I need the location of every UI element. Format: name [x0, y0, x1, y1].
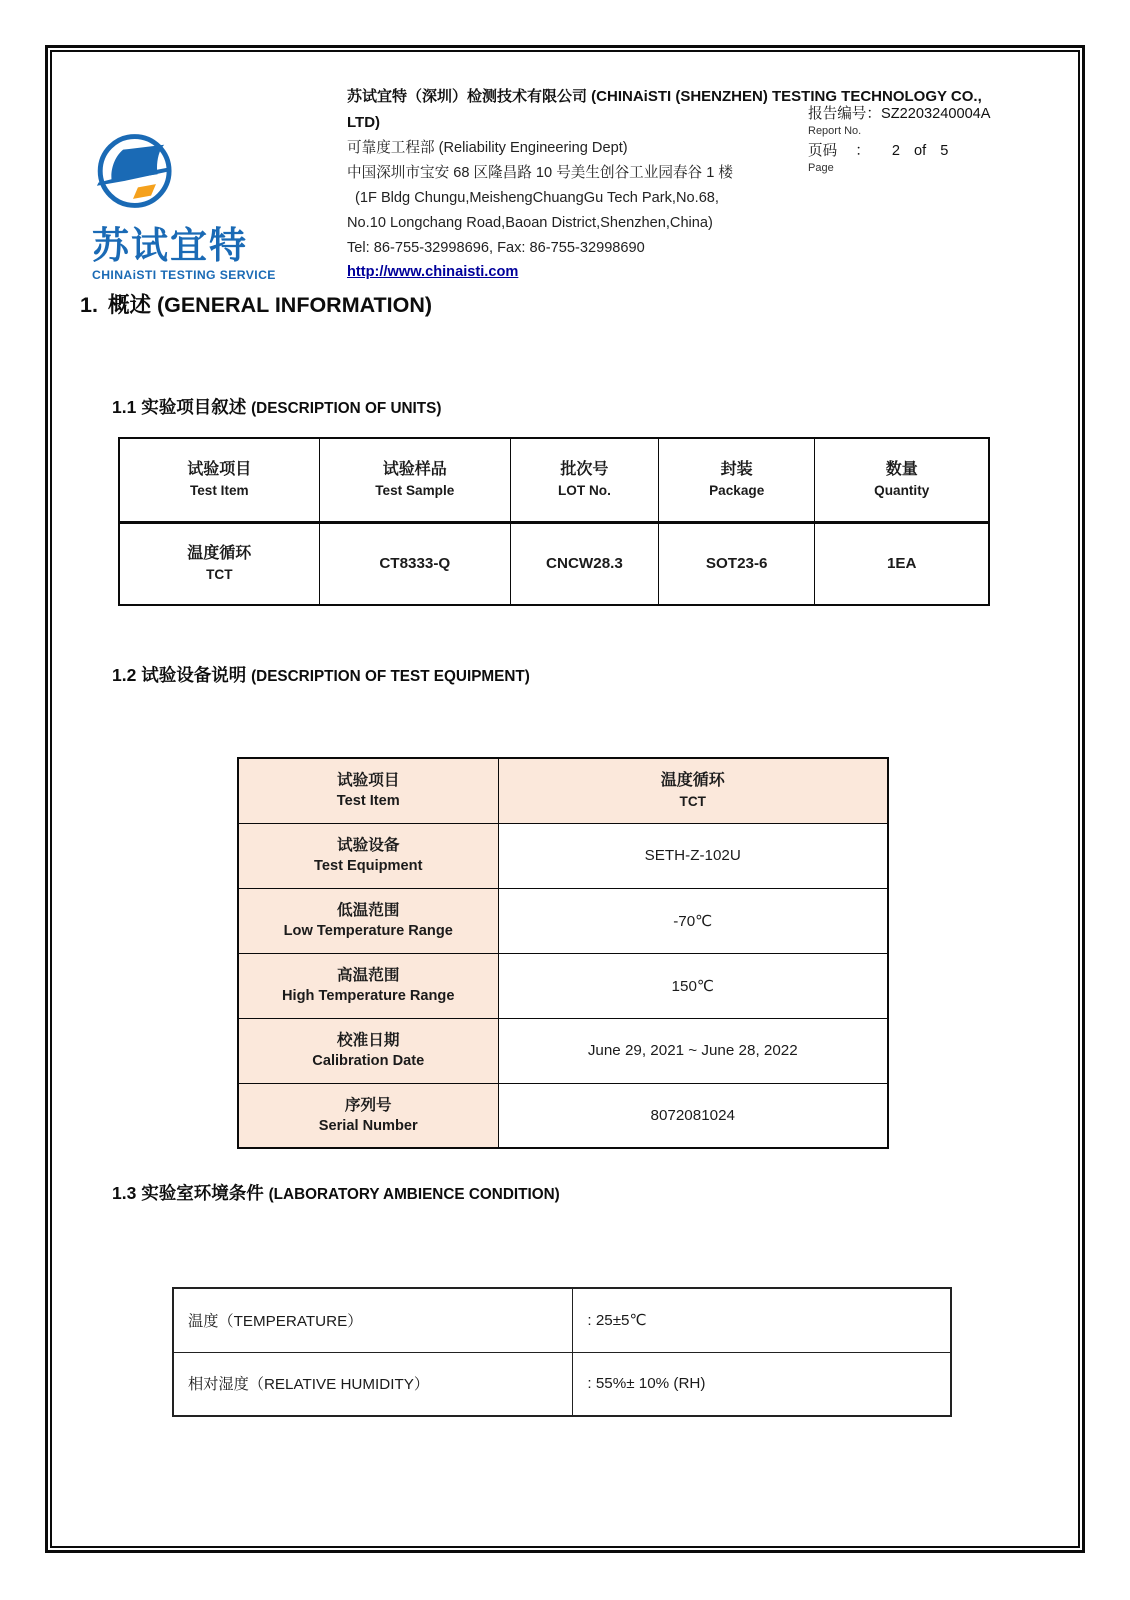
equip-label-en: Test Item — [336, 793, 400, 810]
chinaisti-logo-icon — [92, 130, 174, 212]
equipment-row-low-temp — [238, 888, 888, 953]
equip-value-en: TCT — [679, 794, 706, 810]
ambience-table — [172, 1287, 952, 1417]
equip-label-equipment — [238, 823, 498, 888]
page-sublabel: Page — [808, 162, 834, 174]
equip-value-high-temp: 150℃ — [498, 953, 888, 1018]
company-title-line2: LTD) — [347, 114, 381, 131]
units-col-lot-no — [510, 438, 658, 522]
equipment-row-calibration — [238, 1018, 888, 1083]
cell-quantity: 1EA — [815, 522, 989, 605]
ambience-value-humidity: : 55%± 10% (RH) — [573, 1352, 951, 1416]
company-logo — [92, 130, 337, 282]
cell-test-sample: CT8333-Q — [319, 522, 510, 605]
equip-label-en: Test Equipment — [314, 858, 423, 874]
ambience-row-temperature — [173, 1288, 951, 1352]
equip-label-serial — [238, 1083, 498, 1148]
units-col-package — [658, 438, 815, 522]
col-label-en: LOT No. — [558, 483, 611, 499]
col-label-en: Package — [709, 483, 765, 499]
cell-package: SOT23-6 — [658, 522, 815, 605]
equip-label-zh: 序列号 — [344, 1096, 392, 1114]
equipment-row-test-item — [238, 758, 888, 823]
col-label-en: Test Sample — [375, 483, 455, 499]
equip-label-calibration — [238, 1018, 498, 1083]
equip-value-test-item — [498, 758, 888, 823]
equip-value-zh: 温度循环 — [660, 772, 725, 790]
equipment-table — [237, 757, 889, 1149]
test-item-en: TCT — [206, 567, 233, 583]
page-label: 页码 — [808, 143, 838, 159]
section-1-number: 1. — [80, 293, 98, 317]
equipment-row-equipment — [238, 823, 888, 888]
cell-lot-no: CNCW28.3 — [510, 522, 658, 605]
equipment-row-high-temp — [238, 953, 888, 1018]
equip-label-low-temp — [238, 888, 498, 953]
company-title-line1: 苏试宜特（深圳）检测技术有限公司 (CHINAiSTI (SHENZHEN) TESTING TECHNOLOGY CO., — [347, 88, 982, 105]
units-table-header-row — [119, 438, 989, 522]
col-label-zh: 封装 — [720, 461, 753, 479]
ambience-label-humidity: 相对湿度（RELATIVE HUMIDITY） — [173, 1352, 573, 1416]
equip-label-en: High Temperature Range — [282, 988, 455, 1004]
equip-label-high-temp — [238, 953, 498, 1018]
equip-label-zh: 试验设备 — [337, 837, 400, 854]
section-1-3-title-zh: 1.3 实验室环境条件 — [112, 1183, 264, 1203]
section-1-3-title-en: (LABORATORY AMBIENCE CONDITION) — [268, 1186, 560, 1203]
ambience-label-temperature: 温度（TEMPERATURE） — [173, 1288, 573, 1352]
equipment-row-serial — [238, 1083, 888, 1148]
equip-label-zh: 低温范围 — [337, 902, 400, 919]
ambience-value-temperature: : 25±5℃ — [573, 1288, 951, 1352]
units-col-quantity — [815, 438, 989, 522]
section-1-2-heading — [112, 662, 530, 687]
col-label-zh: 试验项目 — [187, 461, 252, 479]
logo-text — [92, 212, 276, 282]
logo-name-en: CHINAiSTI TESTING SERVICE — [92, 268, 276, 282]
cell-test-item — [119, 522, 319, 605]
section-1-title-zh: 概述 — [107, 293, 151, 317]
units-table-data-row — [119, 522, 989, 605]
section-1-3-heading — [112, 1180, 560, 1205]
company-website-link[interactable]: http://www.chinaisti.com — [347, 264, 519, 280]
report-no-label: 报告编号： — [808, 106, 881, 122]
report-no-value: SZ2203240004A — [880, 106, 991, 122]
equip-value-equipment: SETH-Z-102U — [498, 823, 888, 888]
units-col-test-sample — [319, 438, 510, 522]
units-col-test-item — [119, 438, 319, 522]
page-row — [808, 141, 1038, 161]
page-colon: ： — [855, 143, 870, 159]
section-1-2-title-en: (DESCRIPTION OF TEST EQUIPMENT) — [251, 668, 530, 685]
section-1-1-heading — [112, 394, 441, 419]
test-item-zh: 温度循环 — [187, 545, 252, 563]
section-1-1-title-zh: 1.1 实验项目叙述 — [112, 397, 247, 417]
company-address-en1: (1F Bldg Chungu,MeishengChuangGu Tech Park,No.68, — [355, 190, 719, 206]
col-label-en: Quantity — [874, 483, 930, 499]
equip-value-calibration: June 29, 2021 ~ June 28, 2022 — [498, 1018, 888, 1083]
equip-label-en: Low Temperature Range — [283, 923, 453, 939]
section-1-heading — [80, 288, 432, 319]
company-tel-fax: Tel: 86-755-32998696, Fax: 86-755-32998690 — [347, 240, 645, 256]
logo-name-zh: 苏试宜特 — [92, 225, 248, 266]
equip-value-serial: 8072081024 — [498, 1083, 888, 1148]
equip-label-en: Calibration Date — [312, 1053, 425, 1069]
col-label-en: Test Item — [189, 483, 249, 499]
company-dept: 可靠度工程部 (Reliability Engineering Dept) — [347, 140, 628, 156]
units-table — [118, 437, 990, 606]
report-no-sublabel: Report No. — [808, 125, 862, 137]
section-1-title-en: (GENERAL INFORMATION) — [156, 293, 433, 317]
equip-label-zh: 试验项目 — [337, 772, 400, 790]
equip-label-en: Serial Number — [318, 1117, 418, 1134]
section-1-1-title-en: (DESCRIPTION OF UNITS) — [251, 400, 442, 417]
page-value: 2 of 5 — [891, 143, 949, 159]
col-label-zh: 数量 — [885, 461, 918, 479]
report-info — [808, 104, 1038, 178]
equip-value-low-temp: -70℃ — [498, 888, 888, 953]
col-label-zh: 批次号 — [560, 461, 609, 479]
equip-label-zh: 校准日期 — [337, 1032, 400, 1049]
ambience-row-humidity — [173, 1352, 951, 1416]
company-address-en2: No.10 Longchang Road,Baoan District,Shenzhen,China) — [347, 215, 713, 231]
equip-label-zh: 高温范围 — [337, 967, 400, 984]
company-address-zh: 中国深圳市宝安 68 区隆昌路 10 号美生创谷工业园春谷 1 楼 — [347, 165, 733, 181]
report-no-row — [808, 104, 1038, 124]
section-1-2-title-zh: 1.2 试验设备说明 — [112, 665, 247, 685]
equip-label-test-item — [238, 758, 498, 823]
col-label-zh: 试验样品 — [382, 461, 447, 479]
